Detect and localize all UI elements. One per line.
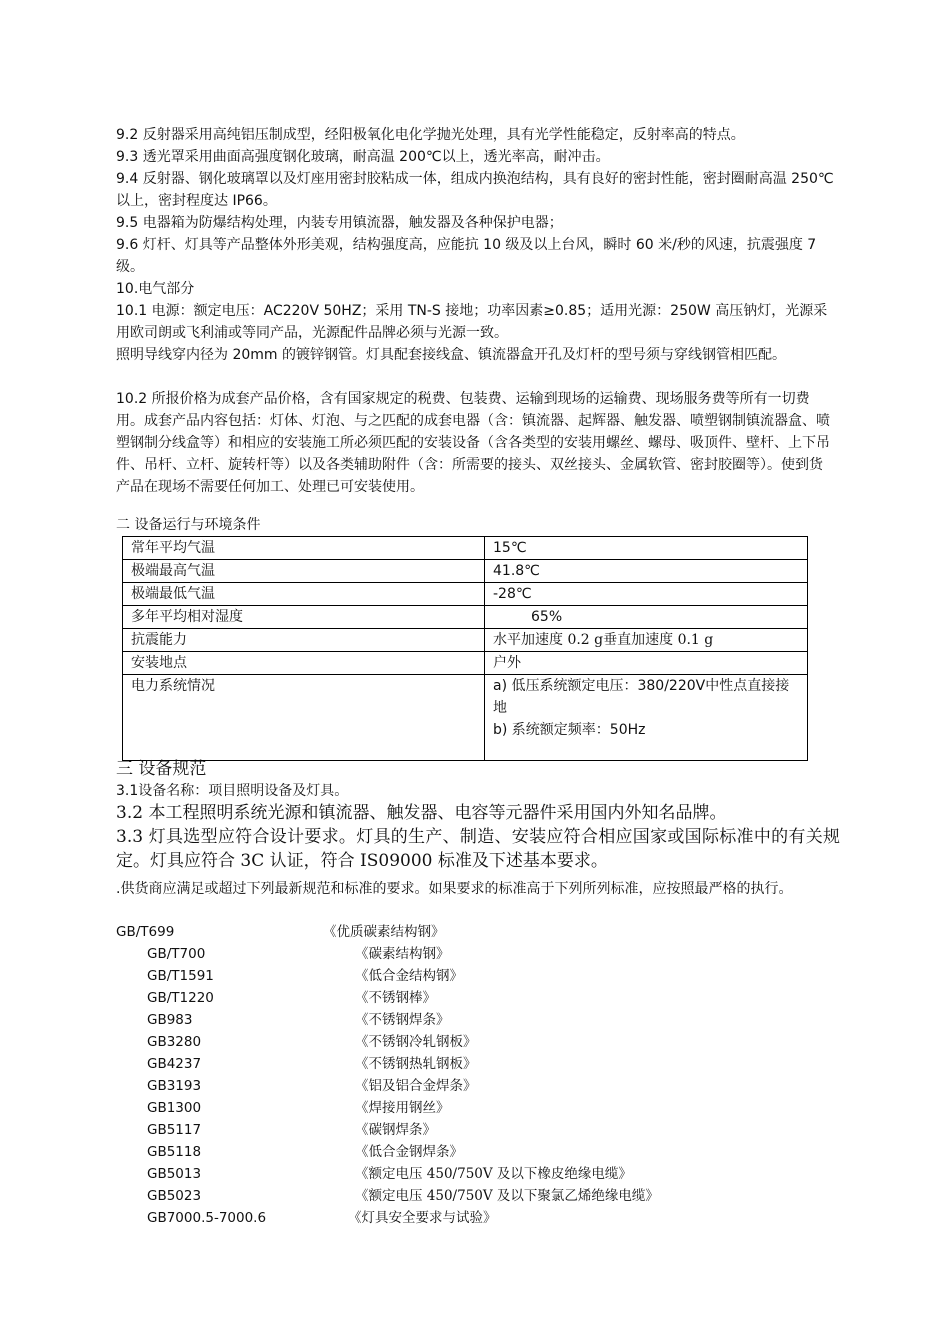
power-system-item-a: a) 低压系统额定电压：380/220V中性点直接接地 xyxy=(493,678,790,716)
standard-code: GB3193 xyxy=(147,1078,202,1094)
row-value: 户外 xyxy=(485,652,808,675)
standard-name: 《不锈钢焊条》 xyxy=(355,1012,450,1028)
paragraph-9-3: 9.3 透光罩采用曲面高强度钢化玻璃，耐高温 200℃以上，透光率高，耐冲击。 xyxy=(116,149,610,165)
standard-name: 《低合金钢焊条》 xyxy=(355,1144,463,1160)
standard-name: 《碳钢焊条》 xyxy=(355,1122,436,1138)
standard-code: GB4237 xyxy=(147,1056,202,1072)
standard-name: 《不锈钢棒》 xyxy=(355,990,436,1006)
row-value: 65% xyxy=(485,606,808,629)
row-key: 极端最低气温 xyxy=(123,583,485,606)
paragraph-3-4: .供货商应满足或超过下列最新规范和标准的要求。如果要求的标准高于下列所列标准，应按照最严格的执行。 xyxy=(116,881,793,897)
standard-code: GB5013 xyxy=(147,1166,202,1182)
table-row xyxy=(123,606,808,629)
paragraph-3-3: 3.3 灯具选型应符合设计要求。灯具的生产、制造、安装应符合相应国家或国际标准中的有关规定。灯具应符合 3C 认证，符合 IS09000 标准及下述基本要求。 xyxy=(116,827,840,871)
standard-code: GB/T1220 xyxy=(147,990,214,1006)
standard-name: 《不锈钢热轧钢板》 xyxy=(355,1056,477,1072)
paragraph-conduit: 照明导线穿内径为 20mm 的镀锌钢管。灯具配套接线盒、镇流器盒开孔及灯杆的型号须与穿线钢管相匹配。 xyxy=(116,347,786,363)
row-value xyxy=(485,675,808,761)
paragraph-3-2: 3.2 本工程照明系统光源和镇流器、触发器、电容等元器件采用国内外知名品牌。 xyxy=(116,803,727,823)
table-row xyxy=(123,583,808,606)
standard-code: GB983 xyxy=(147,1012,193,1028)
standard-name: 《不锈钢冷轧钢板》 xyxy=(355,1034,477,1050)
row-key: 电力系统情况 xyxy=(123,675,485,761)
standard-code: GB5118 xyxy=(147,1144,202,1160)
standard-code: GB7000.5-7000.6 xyxy=(147,1210,267,1226)
row-value: 15℃ xyxy=(485,537,808,560)
table-row xyxy=(123,675,808,761)
standard-code: GB/T700 xyxy=(147,946,206,962)
standard-name: 《铝及铝合金焊条》 xyxy=(355,1078,477,1094)
section-3-heading: 三 设备规范 xyxy=(116,759,207,779)
table-row xyxy=(123,629,808,652)
paragraph-10-1: 10.1 电源：额定电压：AC220V 50HZ；采用 TN-S 接地；功率因素≥0.85；适用光源：250W 高压钠灯，光源采用欧司朗或飞利浦或等同产品，光源配件品牌必须与光源一致。 xyxy=(116,303,828,341)
paragraph-9-2: 9.2 反射器采用高纯铝压制成型，经阳极氧化电化学抛光处理，具有光学性能稳定，反射率高的特点。 xyxy=(116,127,745,143)
standard-name: 《碳素结构钢》 xyxy=(355,946,450,962)
standard-code: GB3280 xyxy=(147,1034,202,1050)
standard-name: 《额定电压 450/750V 及以下橡皮绝缘电缆》 xyxy=(355,1166,632,1182)
row-value: 水平加速度 0.2 g垂直加速度 0.1 g xyxy=(485,629,808,652)
row-value: -28℃ xyxy=(485,583,808,606)
table-row xyxy=(123,560,808,583)
power-system-item-b: b) 系统额定频率：50Hz xyxy=(493,722,646,738)
paragraph-9-6: 9.6 灯杆、灯具等产品整体外形美观，结构强度高，应能抗 10 级及以上台风，瞬时 60 米/秒的风速，抗震强度 7 级。 xyxy=(116,237,817,275)
standard-code: GB/T1591 xyxy=(147,968,214,984)
table-row xyxy=(123,537,808,560)
standard-code: GB/T699 xyxy=(116,924,175,940)
standard-name: 《焊接用钢丝》 xyxy=(355,1100,450,1116)
row-key: 安装地点 xyxy=(123,652,485,675)
section-2-heading: 二 设备运行与环境条件 xyxy=(116,517,261,533)
row-key: 抗震能力 xyxy=(123,629,485,652)
standard-name: 《灯具安全要求与试验》 xyxy=(348,1210,497,1226)
paragraph-9-5: 9.5 电器箱为防爆结构处理，内装专用镇流器，触发器及各种保护电器； xyxy=(116,215,563,231)
standard-code: GB5117 xyxy=(147,1122,202,1138)
section-10-heading: 10.电气部分 xyxy=(116,281,195,297)
paragraph-9-4: 9.4 反射器、钢化玻璃罩以及灯座用密封胶粘成一体，组成内换泡结构，具有良好的密封性能，密封圈耐高温 250℃以上，密封程度达 IP66。 xyxy=(116,171,834,209)
row-key: 常年平均气温 xyxy=(123,537,485,560)
paragraph-3-1: 3.1设备名称：项目照明设备及灯具。 xyxy=(116,783,349,799)
environment-table xyxy=(122,536,808,761)
paragraph-10-2: 10.2 所报价格为成套产品价格，含有国家规定的税费、包装费、运输到现场的运输费、现场服务费等所有一切费用。成套产品内容包括：灯体、灯泡、与之匹配的成套电器（含：镇流器、起辉器、触发器、喷塑钢制镇流器盒、喷塑钢制分线盒等）和相应的安装施工所必须匹配的安装设备（含各类型的安装用螺丝、螺母、吸顶件、壁杆、上下吊件、吊杆、立杆、旋转杆等）以及各类辅助附件（含：所需要的接头、双丝接头、金属软管、密封胶圈等）。使到货产品在现场不需要任何加工、处理已可安装使用。 xyxy=(116,391,830,495)
standard-code: GB5023 xyxy=(147,1188,202,1204)
row-key: 极端最高气温 xyxy=(123,560,485,583)
standard-name: 《优质碳素结构钢》 xyxy=(323,924,445,940)
table-row xyxy=(123,652,808,675)
row-value: 41.8℃ xyxy=(485,560,808,583)
standard-name: 《额定电压 450/750V 及以下聚氯乙烯绝缘电缆》 xyxy=(355,1188,659,1204)
row-key: 多年平均相对湿度 xyxy=(123,606,485,629)
standard-code: GB1300 xyxy=(147,1100,202,1116)
standard-name: 《低合金结构钢》 xyxy=(355,968,463,984)
